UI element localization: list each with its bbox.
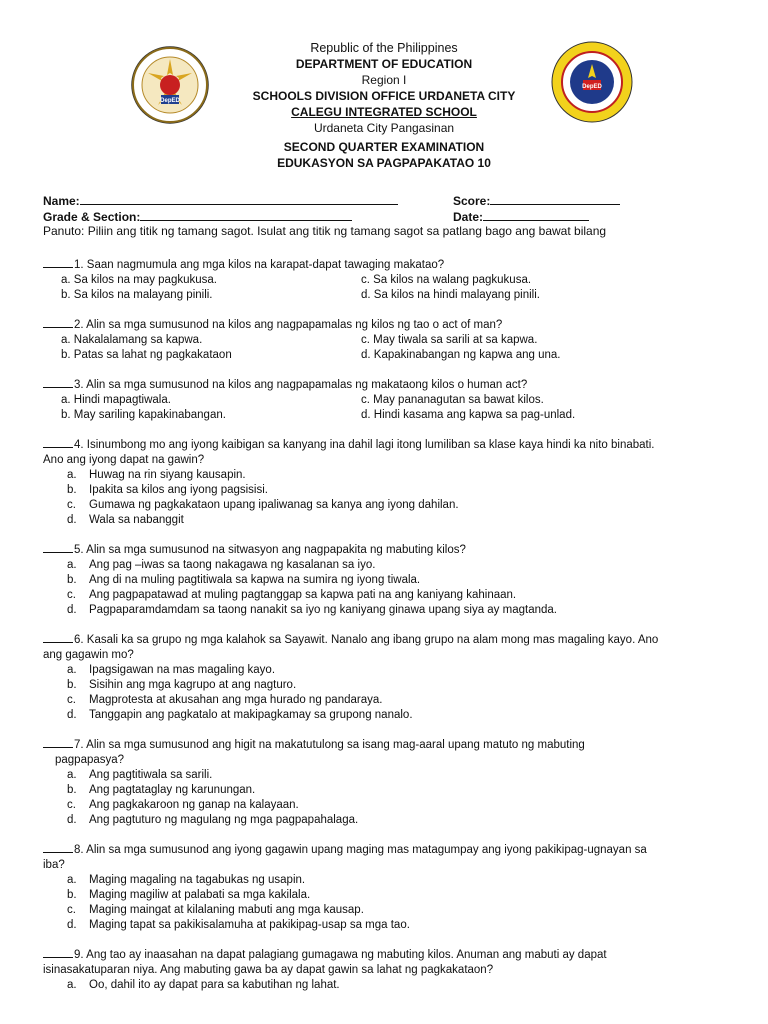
- question: [43, 946, 743, 993]
- option-text: Maging maingat at kilalaning mabuti ang mga kausap.: [89, 904, 364, 916]
- question: [43, 841, 743, 933]
- option-text: Maging magiliw at palabati sa mga kakilala.: [89, 889, 311, 901]
- option-text: Ipagsigawan na mas magaling kayo.: [89, 664, 276, 676]
- answer-blank[interactable]: [43, 541, 73, 553]
- question-stem: [43, 256, 743, 273]
- region-text: Region I: [361, 73, 407, 87]
- option-text: Maging tapat sa pakikisalamuha at pakikipag-usap sa mga tao.: [89, 919, 410, 931]
- question-text: 6. Kasali ka sa grupo ng mga kalahok sa Sayawit. Nanalo ang ibang grupo na alam mong mas magaling kayo. Ano: [74, 634, 659, 646]
- answer-blank[interactable]: [43, 946, 73, 958]
- option-letter: a.: [67, 469, 77, 481]
- option-letter: b.: [67, 574, 77, 586]
- answer-option[interactable]: [67, 603, 743, 618]
- answer-options: [67, 663, 743, 723]
- option-letter: b.: [67, 484, 77, 496]
- question-text-continued: ang gagawin mo?: [43, 649, 134, 661]
- question-text: 2. Alin sa mga sumusunod na kilos ang nagpapamalas ng kilos ng tao o act of man?: [74, 319, 503, 331]
- answer-option[interactable]: [67, 798, 743, 813]
- question-text-continued: iba?: [43, 859, 65, 871]
- question-text-continued: pagpapasya?: [55, 754, 125, 766]
- division-text: SCHOOLS DIVISION OFFICE URDANETA CITY: [252, 89, 516, 103]
- question: [43, 376, 743, 423]
- answer-option[interactable]: [67, 783, 743, 798]
- city-text: Urdaneta City Pangasinan: [313, 121, 455, 135]
- answer-option[interactable]: [67, 918, 743, 933]
- answer-option[interactable]: b. Patas sa lahat ng pagkakataon: [61, 349, 232, 361]
- question-stem: [43, 841, 743, 858]
- option-text: Wala sa nabanggit: [89, 514, 184, 526]
- answer-options: [67, 468, 743, 528]
- option-text: Ipakita sa kilos ang iyong pagsisisi.: [89, 484, 268, 496]
- option-letter: d.: [67, 814, 77, 826]
- option-text: Maging magaling na tagabukas ng usapin.: [89, 874, 306, 886]
- score-label: Score:: [453, 194, 491, 208]
- answer-options: [67, 978, 743, 993]
- answer-option[interactable]: [67, 768, 743, 783]
- option-letter: d.: [67, 604, 77, 616]
- answer-options: [67, 768, 743, 828]
- question: [43, 316, 743, 363]
- option-letter: c.: [67, 499, 76, 511]
- option-letter: b.: [67, 889, 77, 901]
- answer-options: [67, 558, 743, 618]
- answer-option[interactable]: [67, 873, 743, 888]
- answer-option[interactable]: [67, 888, 743, 903]
- answer-blank[interactable]: [43, 316, 73, 328]
- answer-option[interactable]: [67, 813, 743, 828]
- question: [43, 631, 743, 723]
- exam-title: SECOND QUARTER EXAMINATION: [283, 140, 485, 154]
- option-text: Magprotesta at akusahan ang mga hurado ng pandaraya.: [89, 694, 383, 706]
- answer-option[interactable]: [67, 558, 743, 573]
- option-text: Tanggapin ang pagkatalo at makipagkamay sa grupong nanalo.: [89, 709, 413, 721]
- option-text: Oo, dahil ito ay dapat para sa kabutihan ng lahat.: [89, 979, 340, 991]
- exam-header: [0, 40, 768, 171]
- answer-option[interactable]: a. Sa kilos na may pagkukusa.: [61, 274, 217, 286]
- question-text: 1. Saan nagmumula ang mga kilos na karapat-dapat tawaging makatao?: [74, 259, 445, 271]
- student-info: [43, 193, 733, 225]
- question-text-continued: isinasakatuparan niya. Ang mabuting gawa ba ay dapat gawin sa lahat ng pagkakataon?: [43, 964, 494, 976]
- option-text: Ang pagkakaroon ng ganap na kalayaan.: [89, 799, 299, 811]
- option-text: Ang di na muling pagtitiwala sa kapwa na sumira ng iyong tiwala.: [89, 574, 421, 586]
- answer-option[interactable]: a. Nakalalamang sa kapwa.: [61, 334, 203, 346]
- option-text: Huwag na rin siyang kausapin.: [89, 469, 246, 481]
- name-field[interactable]: [80, 193, 398, 205]
- answer-option[interactable]: [67, 693, 743, 708]
- school-name: CALEGU INTEGRATED SCHOOL: [291, 105, 477, 119]
- answer-option[interactable]: c. May pananagutan sa bawat kilos.: [361, 394, 544, 406]
- option-text: Ang pagtitiwala sa sarili.: [89, 769, 213, 781]
- option-text: Ang pagpapatawad at muling pagtanggap sa kapwa pati na ang kaniyang kahinaan.: [89, 589, 517, 601]
- option-letter: a.: [67, 559, 77, 571]
- answer-blank[interactable]: [43, 631, 73, 643]
- date-label: Date:: [453, 210, 484, 224]
- answer-blank[interactable]: [43, 376, 73, 388]
- answer-option[interactable]: d. Kapakinabangan ng kapwa ang una.: [361, 349, 561, 361]
- left-logo-center-text: DepED: [160, 98, 180, 104]
- answer-option[interactable]: a. Hindi mapagtiwala.: [61, 394, 171, 406]
- answer-option[interactable]: [67, 903, 743, 918]
- answer-option[interactable]: [67, 588, 743, 603]
- option-text: Gumawa ng pagkakataon upang ipaliwanag sa kanya ang iyong dahilan.: [89, 499, 459, 511]
- question-stem: [43, 316, 743, 333]
- option-letter: b.: [67, 679, 77, 691]
- answer-option[interactable]: [67, 708, 743, 723]
- answer-option[interactable]: [67, 663, 743, 678]
- option-letter: c.: [67, 904, 76, 916]
- option-letter: c.: [67, 799, 76, 811]
- option-letter: d.: [67, 919, 77, 931]
- question-stem: [43, 631, 743, 648]
- answer-blank[interactable]: [43, 256, 73, 268]
- answer-option[interactable]: [67, 513, 743, 528]
- answer-option[interactable]: d. Hindi kasama ang kapwa sa pag-unlad.: [361, 409, 576, 421]
- question-text-continued: Ano ang iyong dapat na gawin?: [43, 454, 205, 466]
- question-stem: [43, 541, 743, 558]
- question-text: 8. Alin sa mga sumusunod ang iyong gagawin upang maging mas matagumpay ang iyong pakikipag-ugnayan sa: [74, 844, 647, 856]
- date-field[interactable]: [483, 209, 589, 221]
- answer-option[interactable]: [67, 483, 743, 498]
- question-stem: [43, 946, 743, 963]
- option-letter: c.: [67, 694, 76, 706]
- answer-blank[interactable]: [43, 841, 73, 853]
- option-text: Ang pagtataglay ng karunungan.: [89, 784, 256, 796]
- question-stem: [43, 736, 743, 753]
- answer-option[interactable]: b. Sa kilos na malayang pinili.: [61, 289, 213, 301]
- option-letter: a.: [67, 664, 77, 676]
- option-letter: d.: [67, 709, 77, 721]
- question-list: [43, 256, 743, 1006]
- option-letter: b.: [67, 784, 77, 796]
- answer-options: [61, 273, 743, 303]
- answer-option[interactable]: [67, 498, 743, 513]
- department-text: DEPARTMENT OF EDUCATION: [295, 57, 473, 71]
- question-text: 3. Alin sa mga sumusunod na kilos ang nagpapamalas ng makataong kilos o human act?: [74, 379, 528, 391]
- option-letter: a.: [67, 874, 77, 886]
- question-text: 4. Isinumbong mo ang iyong kaibigan sa kanyang ina dahil lagi itong lumiliban sa klase kaya hindi ka nito binabati.: [74, 439, 655, 451]
- answer-options: [61, 333, 743, 363]
- grade-section-field[interactable]: [140, 209, 352, 221]
- grade-section-label: Grade & Section:: [43, 210, 141, 224]
- answer-option[interactable]: c. Sa kilos na walang pagkukusa.: [361, 274, 532, 286]
- answer-option[interactable]: [67, 468, 743, 483]
- question: [43, 256, 743, 303]
- option-letter: a.: [67, 979, 77, 991]
- answer-blank[interactable]: [43, 736, 73, 748]
- question: [43, 541, 743, 618]
- score-field[interactable]: [490, 193, 620, 205]
- republic-text: Republic of the Philippines: [310, 41, 458, 55]
- answer-option[interactable]: b. May sariling kapakinabangan.: [61, 409, 226, 421]
- question-text: 9. Ang tao ay inaasahan na dapat palagiang gumagawa ng mabuting kilos. Anuman ang mabuti ay dapat: [74, 949, 607, 961]
- option-text: Pagpaparamdamdam sa taong nanakit sa iyo ng kaniyang ginawa upang siya ay magtanda.: [89, 604, 557, 616]
- question: [43, 436, 743, 528]
- option-text: Ang pag –iwas sa taong nakagawa ng kasalanan sa iyo.: [89, 559, 376, 571]
- answer-options: [61, 393, 743, 423]
- answer-blank[interactable]: [43, 436, 73, 448]
- answer-options: [67, 873, 743, 933]
- answer-option[interactable]: [67, 678, 743, 693]
- option-letter: c.: [67, 589, 76, 601]
- subject-title: EDUKASYON SA PAGPAPAKATAO 10: [277, 156, 491, 170]
- question-stem: [43, 436, 743, 453]
- question-text: 7. Alin sa mga sumusunod ang higit na makatutulong sa isang mag-aaral upang matuto ng mabuting: [74, 739, 585, 751]
- answer-option[interactable]: [67, 978, 743, 993]
- right-logo-center-text: DepED: [582, 84, 602, 90]
- option-letter: a.: [67, 769, 77, 781]
- answer-option[interactable]: c. May tiwala sa sarili at sa kapwa.: [361, 334, 538, 346]
- option-text: Sisihin ang mga kagrupo at ang nagturo.: [89, 679, 297, 691]
- answer-option[interactable]: d. Sa kilos na hindi malayang pinili.: [361, 289, 540, 301]
- instructions: Panuto: Piliin ang titik ng tamang sagot. Isulat ang titik ng tamang sagot sa patlang bago ang bawat bilang: [43, 224, 607, 238]
- question-text: 5. Alin sa mga sumusunod na sitwasyon ang nagpapakita ng mabuting kilos?: [74, 544, 466, 556]
- question-stem: [43, 376, 743, 393]
- option-text: Ang pagtuturo ng magulang ng mga pagpapahalaga.: [89, 814, 359, 826]
- answer-option[interactable]: [67, 573, 743, 588]
- question: [43, 736, 743, 828]
- name-label: Name:: [43, 194, 80, 208]
- option-letter: d.: [67, 514, 77, 526]
